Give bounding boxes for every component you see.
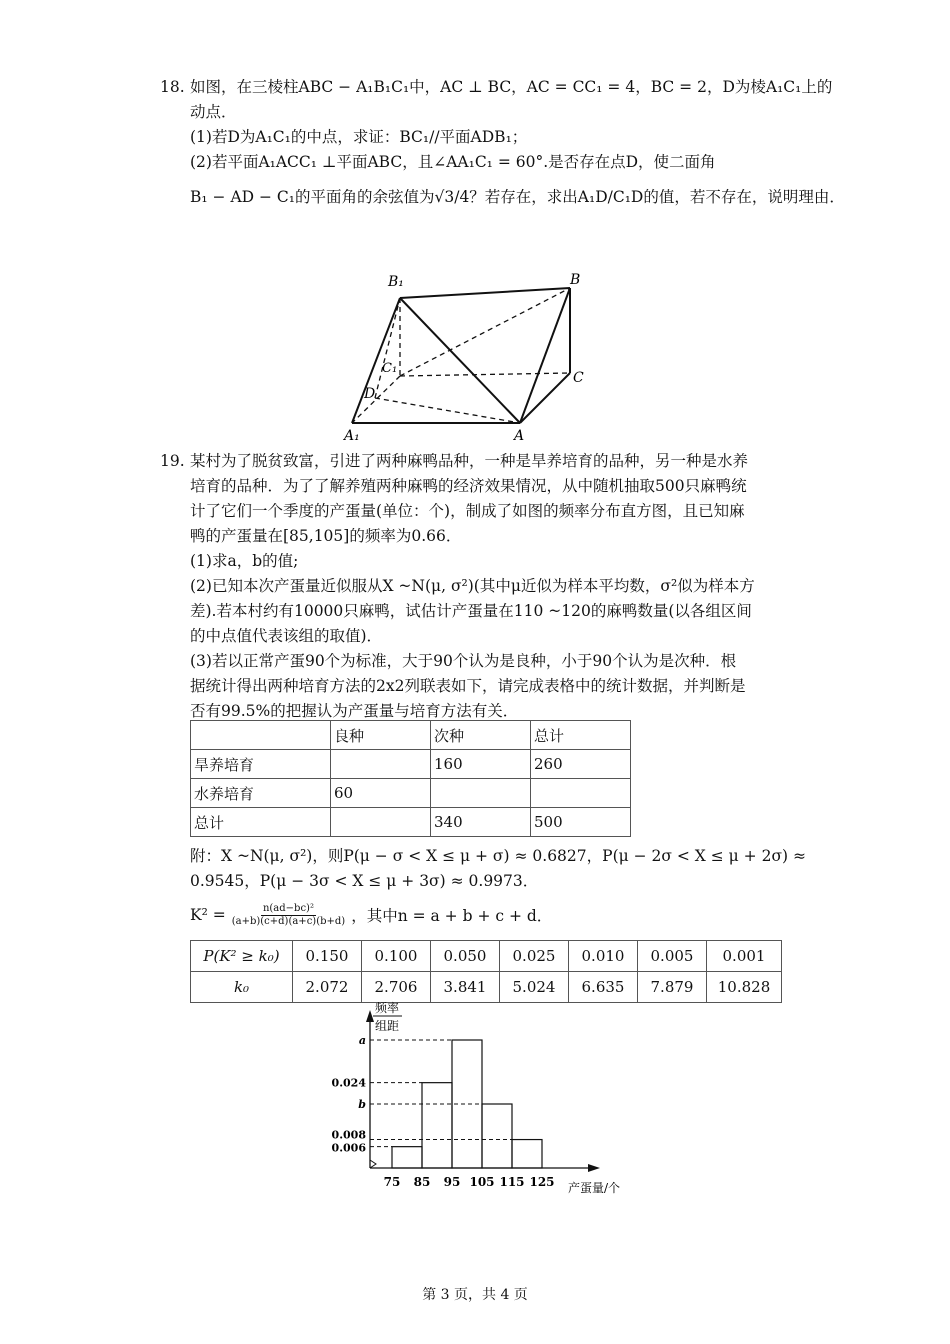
label-a1: A₁ [344,428,360,444]
edge-c1-b [400,288,570,376]
table-cell: 10.828 [707,972,782,1003]
q18-line-3: (1)若D为A₁C₁的中点，求证：BC₁//平面ADB₁； [190,128,528,146]
formula-tail: ，其中n = a + b + c + d． [351,907,553,925]
table-row [191,808,631,837]
q19-line-7: 差).若本村约有10000只麻鸭，试估计产蛋量在110 ~120的麻鸭数量(以各组区间 [190,602,752,620]
histogram-bar [482,1104,512,1168]
formula-lhs: K² = [190,906,226,924]
x-axis-arrow [588,1164,600,1172]
table-cell: 0.010 [569,941,638,972]
table-cell: 6.635 [569,972,638,1003]
y-axis-arrow [366,1010,374,1022]
table-cell: 3.841 [431,972,500,1003]
q18-line-2: 动点． [190,103,237,121]
edge-d-b1 [375,298,400,398]
histogram-bar [422,1083,452,1168]
table-cell: 次种 [431,721,531,750]
table-cell [331,808,431,837]
y-label-top: 频率 [375,1001,400,1015]
x-tick-label: 85 [413,1175,431,1189]
edge-c-a [520,373,570,423]
table-cell: 0.150 [293,941,362,972]
page-footer: 第 3 页，共 4 页 [422,1287,528,1303]
note-line-2: 0.9545，P(μ − 3σ < X ≤ μ + 3σ) ≈ 0.9973． [190,872,539,890]
q19-line-6: (2)已知本次产蛋量近似服从X ~N(μ, σ²)(其中μ近似为样本平均数，σ²似为样本方 [190,577,755,595]
q19-line-4: 鸭的产蛋量在[85,105]的频率为0.66． [190,527,462,545]
label-c1: C₁ [382,361,398,376]
table-row [191,972,782,1003]
table-cell [331,750,431,779]
q19-line-1: 某村为了脱贫致富，引进了两种麻鸭品种，一种是旱养培育的品种，另一种是水养 [190,452,749,470]
table-cell: 340 [431,808,531,837]
k-table [190,940,782,1003]
table-row [191,779,631,808]
label-d: D [364,386,376,402]
q19-line-9: (3)若以正常产蛋90个为标准，大于90个认为是良种，小于90个认为是次种．根 [190,652,737,670]
q18-number: 18. [160,78,185,96]
table-cell: 总计 [531,721,631,750]
x-tick-label: 75 [383,1175,401,1189]
table-cell [191,721,331,750]
x-tick-label: 95 [443,1175,461,1189]
table-cell: 2.072 [293,972,362,1003]
axis-break-mark [370,1160,376,1168]
contingency-table [190,720,631,837]
table-cell: 0.100 [362,941,431,972]
label-c: C [573,370,584,386]
table-cell: 0.050 [431,941,500,972]
x-tick-label: 115 [499,1175,525,1189]
table-cell: 旱养培育 [191,750,331,779]
edge-c1-c [400,373,570,376]
table-cell: 0.001 [707,941,782,972]
table-cell: P(K² ≥ k₀) [191,941,293,972]
x-label: 产蛋量/个 [568,1181,621,1195]
table-cell: 2.706 [362,972,431,1003]
label-b1: B₁ [388,274,404,290]
table-cell: 60 [331,779,431,808]
y-tick-label: 0.008 [331,1128,366,1142]
table-cell [531,779,631,808]
q18-line-4: (2)若平面A₁ACC₁ ⊥平面ABC，且∠AA₁C₁ = 60°.是否存在点D，使二面角 [190,153,716,171]
table-row [191,941,782,972]
q19-line-11: 否有99.5%的把握认为产蛋量与培育方法有关． [190,702,519,720]
table-cell: 总计 [191,808,331,837]
edge-b1-a [400,298,520,423]
q18-line-1: 如图，在三棱柱ABC − A₁B₁C₁中，AC ⊥ BC，AC = CC₁ = 4，BC = 2，D为棱A₁C₁上的 [190,78,833,96]
q18-line-5: B₁ − AD − C₁的平面角的余弦值为√3/4？若存在，求出A₁D/C₁D的值，若不存在，说明理由． [190,188,845,206]
x-tick-label: 105 [469,1175,495,1189]
q19-line-2: 培育的品种．为了了解养殖两种麻鸭的经济效果情况，从中随机抽取500只麻鸭统 [190,477,747,495]
table-cell: 水养培育 [191,779,331,808]
formula-numerator: n(ad−bc)² [262,902,314,914]
label-a: A [514,428,525,444]
k2-formula [190,898,552,932]
q19-line-3: 计了它们一个季度的产蛋量(单位：个)，制成了如图的频率分布直方图，且已知麻 [190,502,745,520]
edge-c1-a1 [352,376,400,423]
table-cell: 5.024 [500,972,569,1003]
y-label-bottom: 组距 [375,1019,400,1033]
edge-b-a [520,288,570,423]
formula-fraction [230,903,347,928]
prism-figure [330,268,600,444]
y-tick-label: 0.024 [331,1076,366,1090]
y-tick-label: a [358,1034,366,1047]
table-cell: 良种 [331,721,431,750]
table-cell: 260 [531,750,631,779]
table-row [191,750,631,779]
x-tick-label: 125 [529,1175,555,1189]
note-line-1: 附：X ~N(μ, σ²)，则P(μ − σ < X ≤ μ + σ) ≈ 0.6827，P(μ − 2σ < X ≤ μ + 2σ) ≈ [190,847,807,865]
table-cell: 7.879 [638,972,707,1003]
y-tick-label: b [358,1098,366,1111]
y-tick-label: 0.006 [331,1141,366,1155]
edge-b1-b [400,288,570,298]
q19-line-5: (1)求a，b的值; [190,552,299,570]
q19-line-8: 的中点值代表该组的取值)． [190,627,383,645]
histogram-bar [392,1147,422,1168]
frequency-histogram [320,1000,640,1200]
table-cell: 500 [531,808,631,837]
table-cell: k₀ [191,972,293,1003]
table-cell: 160 [431,750,531,779]
label-b: B [570,272,581,288]
histogram-bar [512,1140,542,1168]
table-row [191,721,631,750]
formula-denominator: (a+b)(c+d)(a+c)(b+d) [231,915,346,927]
q19-line-10: 据统计得出两种培育方法的2x2列联表如下，请完成表格中的统计数据，并判断是 [190,677,746,695]
q19-number: 19. [160,452,185,470]
table-cell [431,779,531,808]
table-cell: 0.005 [638,941,707,972]
table-cell: 0.025 [500,941,569,972]
